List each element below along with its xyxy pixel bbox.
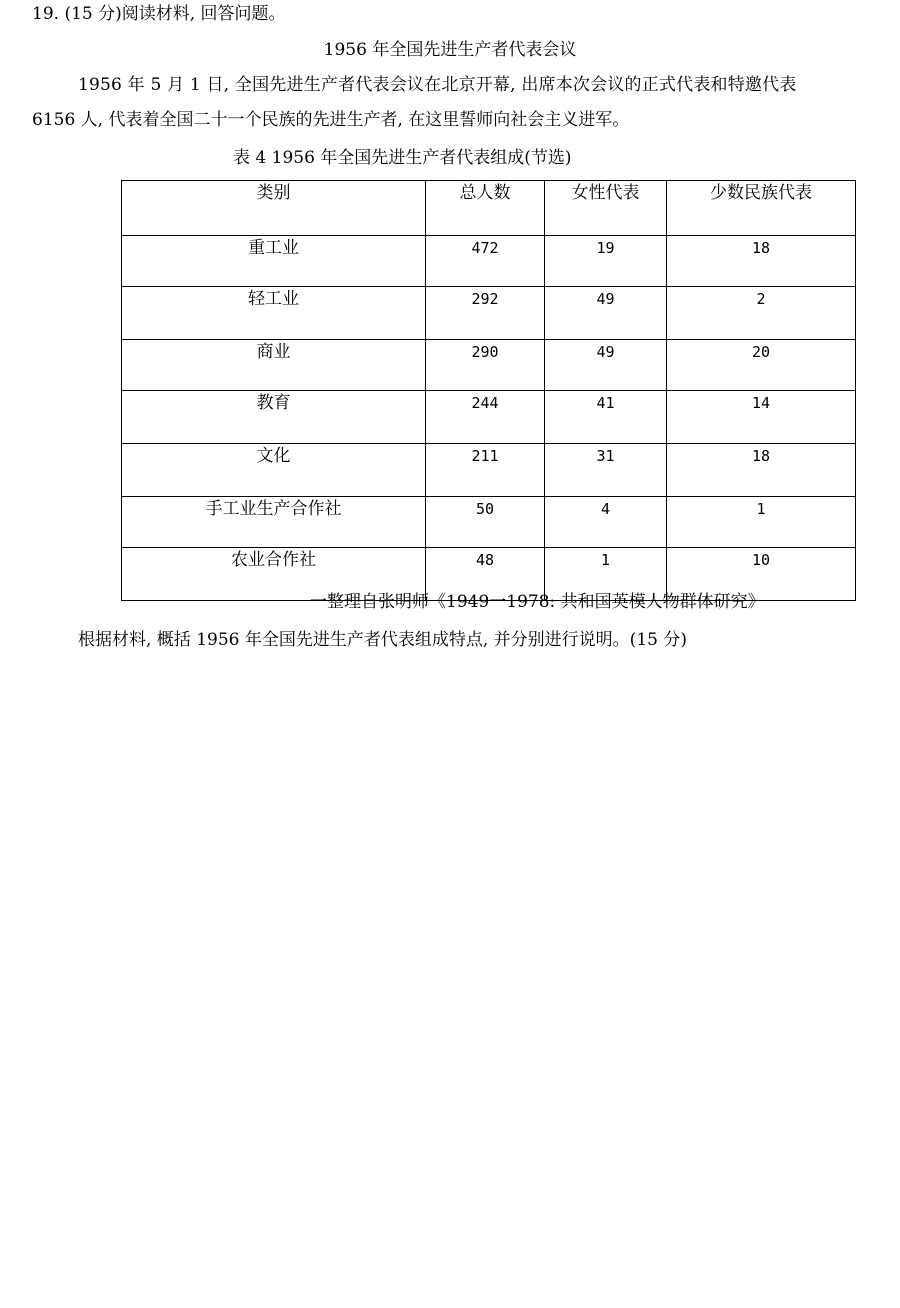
cell-category: 重工业 bbox=[122, 236, 426, 287]
table-header-row bbox=[122, 181, 856, 236]
table-row bbox=[122, 497, 856, 548]
cell-total: 472 bbox=[426, 236, 545, 287]
header-minority: 少数民族代表 bbox=[667, 181, 856, 236]
cell-minority: 2 bbox=[667, 287, 856, 340]
header-female: 女性代表 bbox=[545, 181, 667, 236]
cell-total: 244 bbox=[426, 391, 545, 444]
cell-total: 290 bbox=[426, 340, 545, 391]
cell-category: 农业合作社 bbox=[122, 548, 426, 601]
cell-minority: 14 bbox=[667, 391, 856, 444]
cell-female: 31 bbox=[545, 444, 667, 497]
table-row bbox=[122, 287, 856, 340]
material-paragraph-line-1: 1956 年 5 月 1 日, 全国先进生产者代表会议在北京开幕, 出席本次会议的正式代表和特邀代表 bbox=[78, 75, 797, 95]
cell-total: 211 bbox=[426, 444, 545, 497]
table-caption: 表 4 1956 年全国先进生产者代表组成(节选) bbox=[233, 148, 572, 168]
cell-minority: 10 bbox=[667, 548, 856, 601]
table-row bbox=[122, 444, 856, 497]
cell-category: 商业 bbox=[122, 340, 426, 391]
cell-minority: 20 bbox=[667, 340, 856, 391]
cell-minority: 18 bbox=[667, 444, 856, 497]
cell-female: 19 bbox=[545, 236, 667, 287]
question-heading: 19. (15 分)阅读材料, 回答问题。 bbox=[32, 4, 286, 24]
cell-female: 49 bbox=[545, 287, 667, 340]
cell-female: 49 bbox=[545, 340, 667, 391]
header-category: 类别 bbox=[122, 181, 426, 236]
question-prompt: 根据材料, 概括 1956 年全国先进生产者代表组成特点, 并分别进行说明。(15 分) bbox=[78, 630, 687, 650]
table-row bbox=[122, 340, 856, 391]
cell-category: 手工业生产合作社 bbox=[122, 497, 426, 548]
cell-minority: 18 bbox=[667, 236, 856, 287]
cell-category: 轻工业 bbox=[122, 287, 426, 340]
cell-female: 1 bbox=[545, 548, 667, 601]
header-total: 总人数 bbox=[426, 181, 545, 236]
delegates-table bbox=[121, 180, 856, 601]
cell-female: 4 bbox=[545, 497, 667, 548]
cell-total: 292 bbox=[426, 287, 545, 340]
source-citation: 一整理自张明师《1949一1978: 共和国英模人物群体研究》 bbox=[310, 592, 765, 612]
cell-total: 48 bbox=[426, 548, 545, 601]
cell-category: 文化 bbox=[122, 444, 426, 497]
table-row bbox=[122, 236, 856, 287]
cell-total: 50 bbox=[426, 497, 545, 548]
cell-category: 教育 bbox=[122, 391, 426, 444]
table-row bbox=[122, 391, 856, 444]
cell-minority: 1 bbox=[667, 497, 856, 548]
material-title: 1956 年全国先进生产者代表会议 bbox=[323, 40, 577, 60]
material-paragraph-line-2: 6156 人, 代表着全国二十一个民族的先进生产者, 在这里誓师向社会主义进军。 bbox=[32, 110, 630, 130]
cell-female: 41 bbox=[545, 391, 667, 444]
